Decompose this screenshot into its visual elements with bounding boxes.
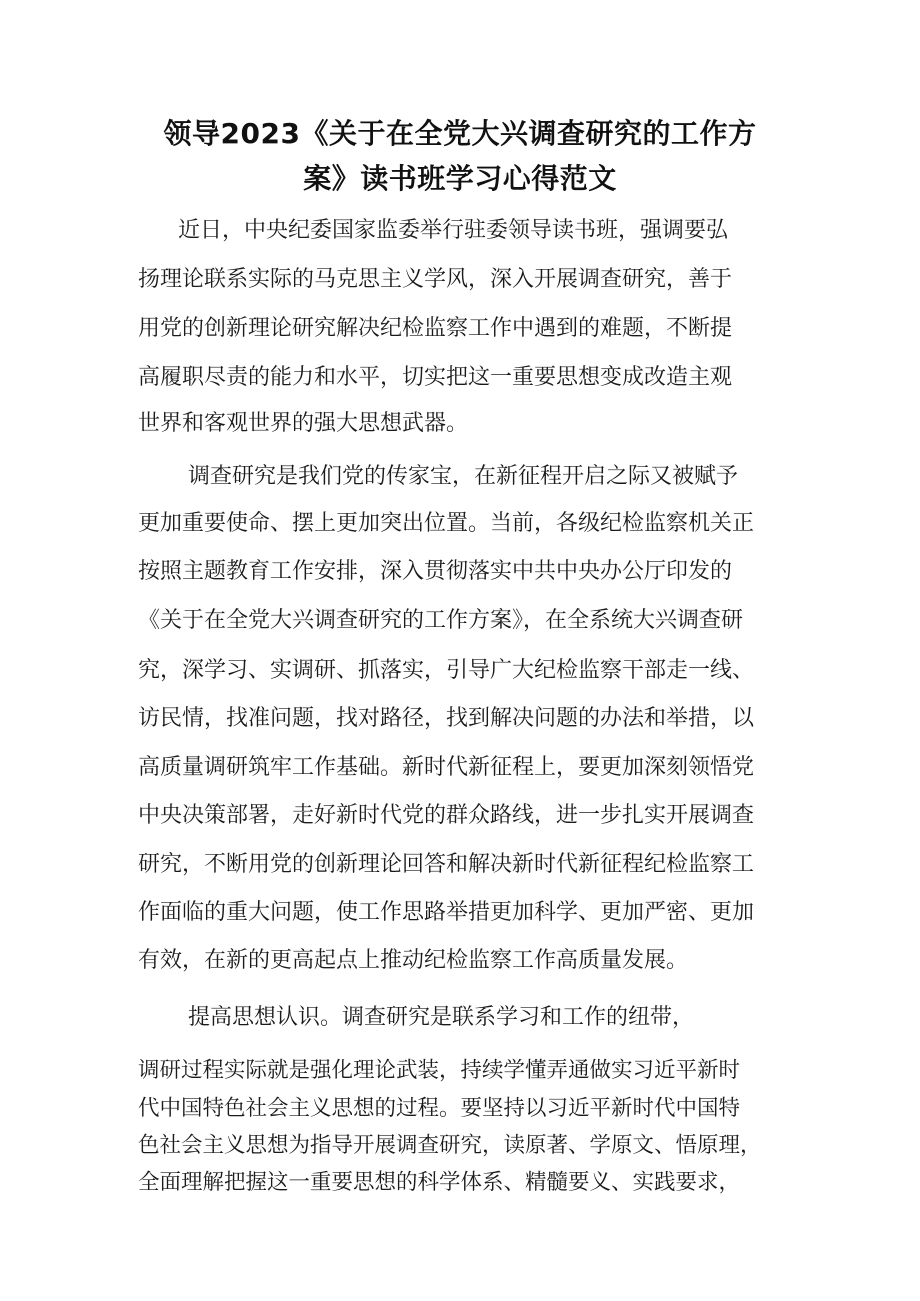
paragraph-3-line-2: 调研过程实际就是强化理论武装，持续学懂弄通做实习近平新时: [138, 1058, 741, 1083]
paragraph-2-line-5: 究，深学习、实调研、抓落实，引导广大纪检监察干部走一线、: [138, 658, 755, 683]
document-title-line-2: 案》读书班学习心得范文: [303, 162, 617, 195]
paragraph-2-line-4: 《关于在全党大兴调查研究的工作方案》，在全系统大兴调查研: [138, 608, 744, 633]
paragraph-3-line-1: 提高思想认识。调查研究是联系学习和工作的纽带，: [188, 1005, 695, 1030]
paragraph-1-line-2: 扬理论联系实际的马克思主义学风，深入开展调查研究，善于: [138, 267, 733, 292]
paragraph-3-line-4: 色社会主义思想为指导开展调查研究，读原著、学原文、悟原理，: [138, 1133, 762, 1158]
paragraph-2-line-8: 中央决策部署，走好新时代党的群众路线，进一步扎实开展调查: [138, 803, 755, 828]
document-title-line-1: 领导2023《关于在全党大兴调查研究的工作方: [163, 117, 757, 150]
paragraph-3-line-5: 全面理解把握这一重要思想的科学体系、精髓要义、实践要求，: [138, 1170, 741, 1195]
paragraph-1-line-5: 世界和客观世界的强大思想武器。: [138, 411, 469, 436]
paragraph-3-line-3: 代中国特色社会主义思想的过程。要坚持以习近平新时代中国特: [138, 1096, 741, 1121]
paragraph-2-line-2: 更加重要使命、摆上更加突出位置。当前，各级纪检监察机关正: [138, 511, 755, 536]
paragraph-2-line-10: 作面临的重大问题，使工作思路举措更加科学、更加严密、更加: [138, 900, 755, 925]
paragraph-2-line-6: 访民情，找准问题，找对路径，找到解决问题的办法和举措，以: [138, 706, 755, 731]
paragraph-2-line-1: 调查研究是我们党的传家宝，在新征程开启之际又被赋予: [188, 464, 739, 489]
paragraph-1-line-3: 用党的创新理论研究解决纪检监察工作中遇到的难题，不断提: [138, 316, 733, 341]
paragraph-1-line-1: 近日，中央纪委国家监委举行驻委领导读书班，强调要弘: [178, 218, 729, 243]
paragraph-2-line-11: 有效，在新的更高起点上推动纪检监察工作高质量发展。: [138, 948, 689, 973]
paragraph-2-line-7: 高质量调研筑牢工作基础。新时代新征程上，要更加深刻领悟党: [138, 755, 755, 780]
paragraph-1-line-4: 高履职尽责的能力和水平，切实把这一重要思想变成改造主观: [138, 365, 733, 390]
paragraph-2-line-3: 按照主题教育工作安排，深入贯彻落实中共中央办公厅印发的: [138, 559, 733, 584]
paragraph-2-line-9: 研究，不断用党的创新理论回答和解决新时代新征程纪检监察工: [138, 852, 755, 877]
